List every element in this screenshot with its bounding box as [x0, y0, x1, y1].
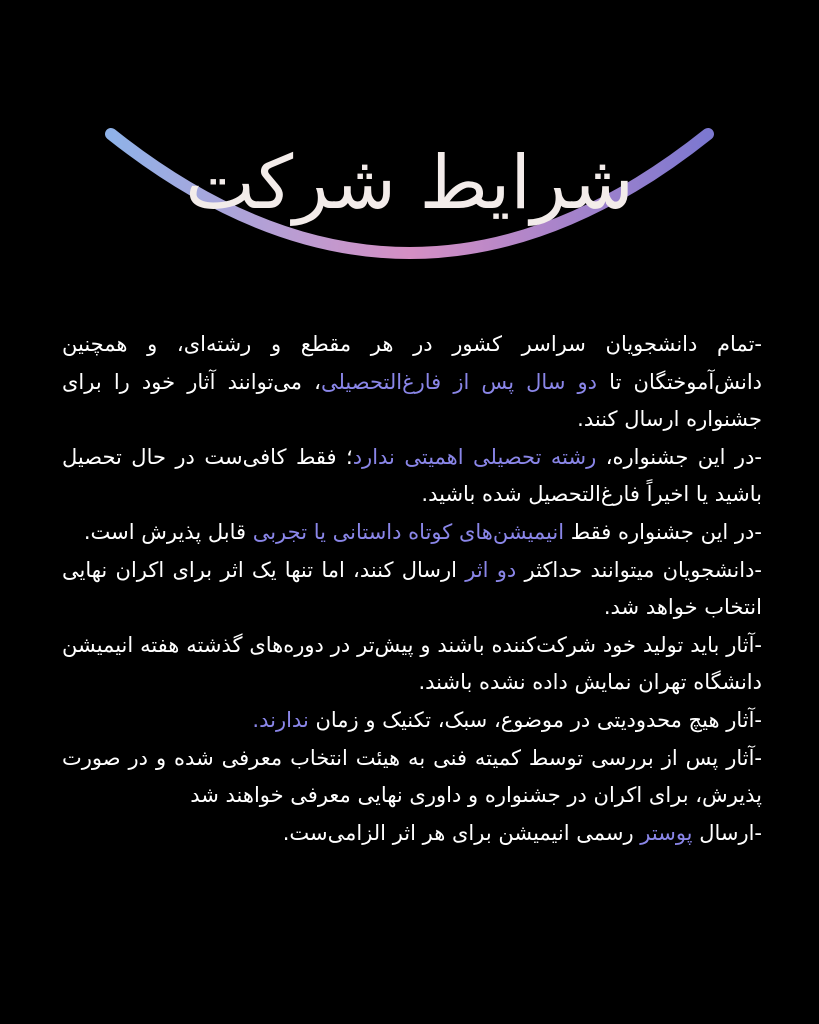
rule-text: -ارسال — [692, 820, 762, 845]
rule-highlight: ندارند. — [252, 707, 309, 732]
rule-text: ؛ فقط کافی‌ست در حال تحصیل باشید یا اخیراً فارغ‌التحصیل شده باشید. — [62, 444, 762, 507]
rule-text: رسمی انیمیشن برای هر اثر الزامی‌ست. — [282, 820, 641, 845]
rule-item — [62, 702, 762, 740]
rule-text: -دانشجویان میتوانند حداکثر — [516, 557, 762, 582]
rule-text: -آثار هیچ محدودیتی در موضوع، سبک، تکنیک و زمان — [308, 707, 762, 732]
rule-text: ارسال کنند، اما تنها یک اثر برای اکران نهایی انتخاب خواهد شد. — [62, 557, 762, 620]
rule-item — [62, 627, 762, 702]
rule-highlight: دو سال پس از فارغ‌التحصیلی — [320, 369, 598, 394]
rule-item — [62, 514, 762, 552]
rule-text: -در این جشنواره فقط — [564, 519, 762, 544]
rule-item — [62, 815, 762, 853]
rule-text: -آثار باید تولید خود شرکت‌کننده باشند و پیش‌تر در دوره‌های گذشته هفته انیمیشن دانشگاه تهران نمایش داده نشده باشند. — [62, 632, 762, 695]
rules-list — [62, 326, 762, 852]
rule-text: -تمام دانشجویان سراسر کشور در هر مقطع و رشته‌ای، و همچنین دانش‌آموختگان تا — [62, 332, 763, 394]
rule-text: -در این جشنواره، — [596, 444, 762, 469]
rule-highlight: انیمیشن‌های کوتاه داستانی یا تجربی — [252, 519, 565, 544]
page-title: شرایط شرکت — [185, 140, 634, 226]
rule-highlight: پوستر — [640, 820, 693, 845]
rule-item — [62, 740, 762, 815]
rule-text: ، می‌توانند آثار خود را برای جشنواره ارسال کنند. — [62, 369, 762, 432]
rule-item — [62, 552, 762, 627]
rule-item — [62, 326, 762, 439]
rule-text: قابل پذیرش است. — [83, 519, 253, 544]
rule-item — [62, 439, 762, 514]
rule-highlight: دو اثر — [465, 557, 517, 582]
rule-highlight: رشته تحصیلی اهمیتی ندارد — [352, 444, 597, 469]
rule-text: -آثار پس از بررسی توسط کمیته فنی به هیئت انتخاب معرفی شده و در صورت پذیرش، برای اکران در جشنواره و داوری نهایی معرفی خواهند شد — [62, 745, 762, 808]
